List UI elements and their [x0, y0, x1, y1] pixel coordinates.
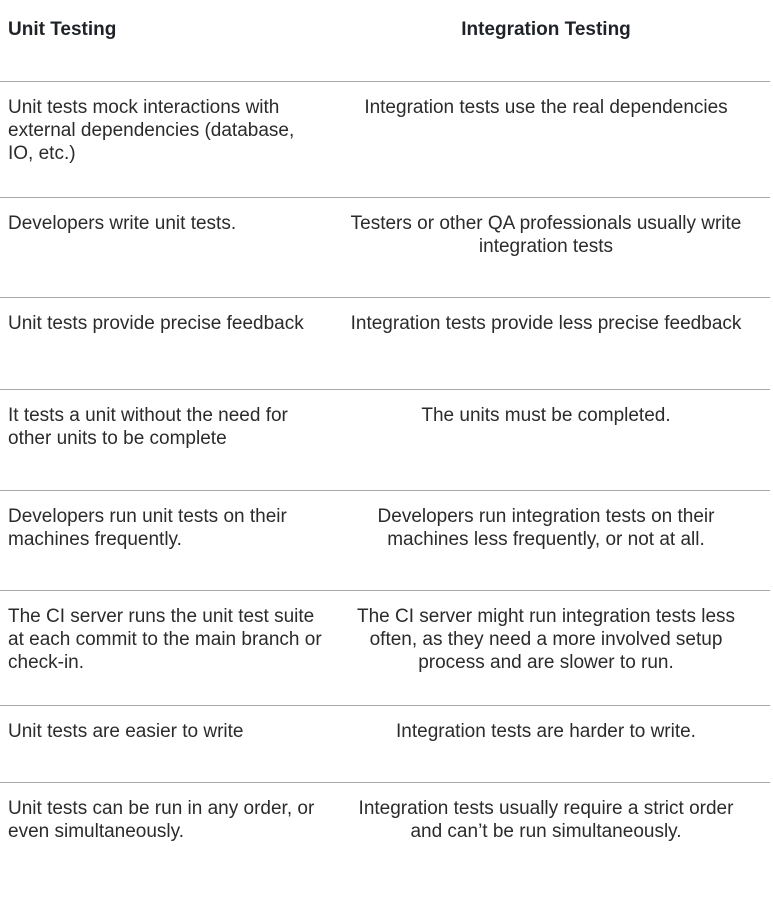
table-row — [0, 705, 770, 782]
table-row — [0, 389, 770, 490]
integration-testing-cell: Integration tests use the real dependencies — [340, 81, 770, 197]
table-row — [0, 197, 770, 297]
integration-testing-cell: The units must be completed. — [340, 389, 770, 490]
unit-testing-cell: The CI server runs the unit test suite at each commit to the main branch or check-in. — [0, 590, 340, 705]
unit-testing-cell: Unit tests provide precise feedback — [0, 297, 340, 389]
integration-testing-cell: Integration tests usually require a strict order and can’t be run simultaneously. — [340, 782, 770, 902]
integration-testing-cell: Developers run integration tests on their machines less frequently, or not at all. — [340, 490, 770, 590]
table-body — [0, 81, 770, 902]
header-row — [0, 0, 770, 81]
integration-testing-cell: Testers or other QA professionals usually write integration tests — [340, 197, 770, 297]
unit-testing-cell: Unit tests are easier to write — [0, 705, 340, 782]
unit-testing-cell: Unit tests can be run in any order, or even simultaneously. — [0, 782, 340, 902]
integration-testing-cell: Integration tests are harder to write. — [340, 705, 770, 782]
table-row — [0, 297, 770, 389]
table-row — [0, 590, 770, 705]
table-row — [0, 490, 770, 590]
table-row — [0, 782, 770, 902]
integration-testing-cell: Integration tests provide less precise feedback — [340, 297, 770, 389]
table-row — [0, 81, 770, 197]
table-header — [0, 0, 770, 81]
unit-testing-cell: Unit tests mock interactions with external dependencies (database, IO, etc.) — [0, 81, 340, 197]
header-unit-testing: Unit Testing — [8, 19, 117, 40]
integration-testing-cell: The CI server might run integration tests less often, as they need a more involved setup process and are slower to run. — [340, 590, 770, 705]
unit-testing-cell: Developers write unit tests. — [0, 197, 340, 297]
unit-testing-cell: It tests a unit without the need for other units to be complete — [0, 389, 340, 490]
unit-testing-cell: Developers run unit tests on their machines frequently. — [0, 490, 340, 590]
header-integration-testing: Integration Testing — [461, 19, 631, 40]
